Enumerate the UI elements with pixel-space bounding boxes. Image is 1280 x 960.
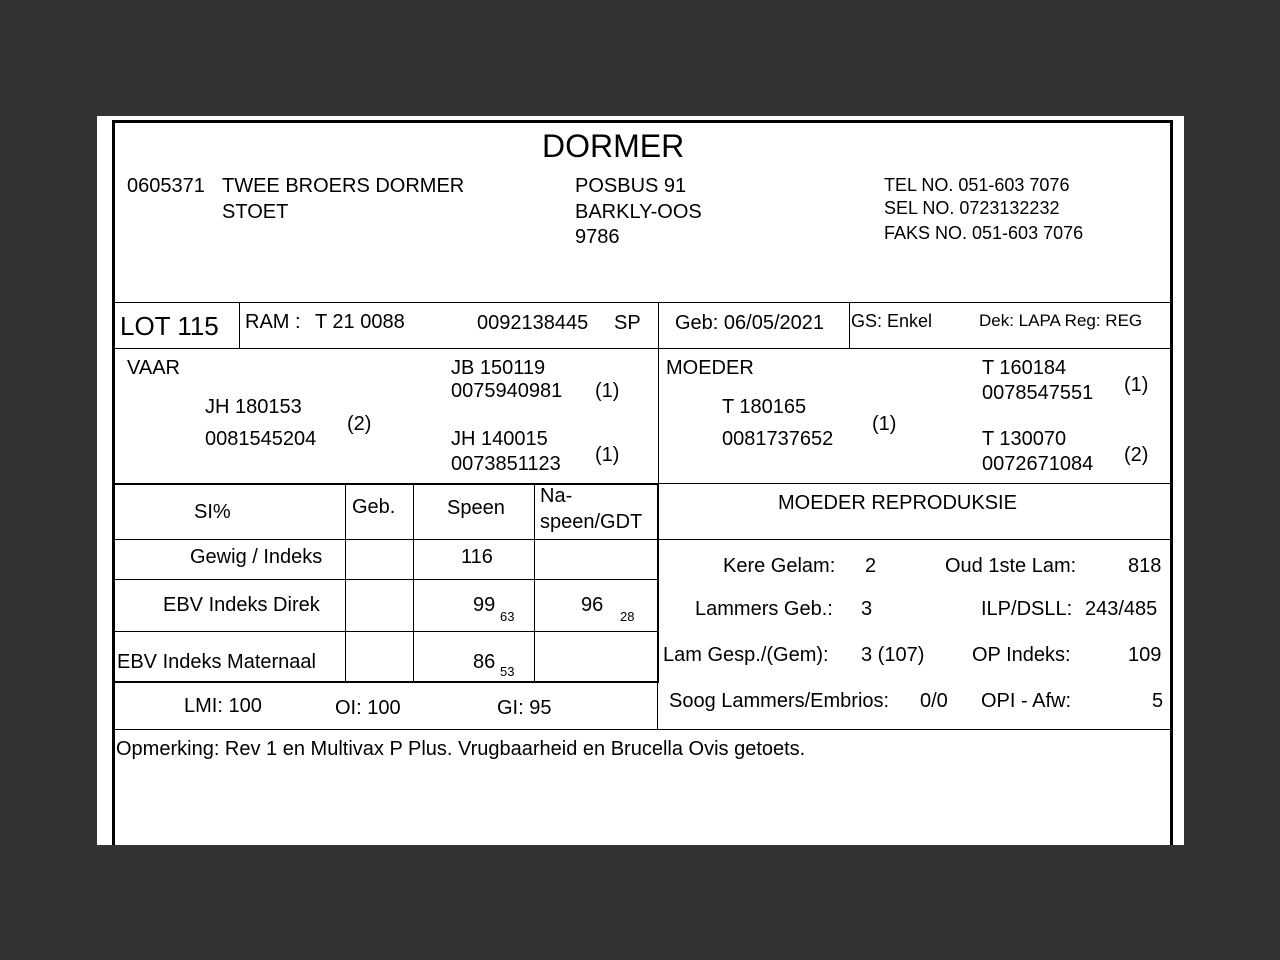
sire-number: 0081545204	[205, 428, 317, 450]
lot-number: LOT 115	[120, 311, 219, 341]
remark: Opmerking: Rev 1 en Multivax P Plus. Vrugbaarheid en Brucella Ovis getoets.	[116, 738, 806, 760]
naspeen-value: 96	[581, 594, 604, 616]
breed-title: DORMER	[542, 128, 685, 164]
sire-count: (2)	[347, 413, 372, 435]
row-label: EBV Indeks Direk	[163, 594, 320, 616]
divider	[345, 483, 346, 681]
divider	[659, 483, 1171, 484]
dek-registration: Dek: LAPA Reg: REG	[979, 311, 1143, 330]
divider	[114, 483, 659, 485]
address-line1: POSBUS 91	[575, 175, 687, 197]
divider	[114, 302, 1171, 303]
divider	[114, 681, 659, 683]
speen-value: 99	[473, 594, 496, 616]
divider	[657, 483, 659, 683]
op-label: OP Indeks:	[972, 644, 1071, 666]
divider	[413, 483, 414, 681]
divider	[658, 302, 659, 483]
divider	[114, 348, 1171, 349]
speen-value: 86	[473, 651, 496, 673]
dam-number: 0081737652	[722, 428, 834, 450]
sire-sire-id: JB 150119	[451, 357, 546, 379]
dam-sire-number: 0078547551	[982, 382, 1094, 404]
birth-date: Geb: 06/05/2021	[675, 312, 825, 334]
kere-label: Kere Gelam:	[723, 555, 836, 577]
ram-label: RAM :	[245, 311, 301, 333]
soog-label: Soog Lammers/Embrios:	[669, 690, 890, 712]
speen-value: 116	[461, 546, 493, 568]
lammers-value: 3	[861, 598, 873, 620]
sire-sire-count: (1)	[595, 380, 620, 402]
sire-id: JH 180153	[205, 396, 302, 418]
cell-number: SEL NO. 0723132232	[884, 198, 1060, 218]
divider	[114, 729, 1171, 730]
header-si: SI%	[194, 501, 231, 523]
divider	[659, 539, 1171, 540]
dam-dam-number: 0072671084	[982, 453, 1094, 475]
header-naspeen: speen/GDT	[540, 511, 643, 533]
gi-index: GI: 95	[497, 697, 552, 719]
frame-top	[112, 120, 1173, 123]
reproduction-title: MOEDER REPRODUKSIE	[778, 492, 1017, 514]
gesp-label: Lam Gesp./(Gem):	[663, 644, 829, 666]
lammers-label: Lammers Geb.:	[695, 598, 833, 620]
address-line3: 9786	[575, 226, 620, 248]
dam-dam-count: (2)	[1124, 444, 1149, 466]
header-geb: Geb.	[352, 496, 396, 518]
lmi-index: LMI: 100	[184, 695, 262, 717]
dam-label: MOEDER	[666, 357, 754, 379]
opi-value: 5	[1152, 690, 1164, 712]
kere-value: 2	[865, 555, 877, 577]
registration-number: 0092138445	[477, 312, 589, 334]
address-line2: BARKLY-OOS	[575, 201, 702, 223]
tel-number: TEL NO. 051-603 7076	[884, 175, 1070, 195]
dam-id: T 180165	[722, 396, 807, 418]
divider	[239, 302, 240, 348]
speen-accuracy: 53	[500, 664, 515, 679]
soog-value: 0/0	[920, 690, 948, 712]
divider	[657, 681, 658, 729]
cropped-text-fragments	[157, 842, 1137, 845]
stud-name-line2: STOET	[222, 201, 289, 223]
divider	[114, 539, 659, 540]
ilp-label: ILP/DSLL:	[981, 598, 1073, 620]
dam-sire-count: (1)	[1124, 374, 1149, 396]
grade: SP	[614, 312, 641, 334]
divider	[534, 483, 535, 681]
divider	[849, 302, 850, 348]
gesp-value: 3 (107)	[861, 644, 925, 666]
divider	[114, 631, 659, 632]
sire-sire-number: 0075940981	[451, 380, 563, 402]
speen-accuracy: 63	[500, 609, 515, 624]
dam-sire-id: T 160184	[982, 357, 1067, 379]
header-speen: Speen	[447, 497, 505, 519]
catalogue-card	[97, 116, 1184, 845]
row-label: EBV Indeks Maternaal	[117, 651, 316, 673]
row-label: Gewig / Indeks	[190, 546, 323, 568]
oud-label: Oud 1ste Lam:	[945, 555, 1077, 577]
dam-count: (1)	[872, 413, 897, 435]
op-value: 109	[1128, 644, 1162, 666]
oud-value: 818	[1128, 555, 1162, 577]
ram-id: T 21 0088	[315, 311, 405, 333]
member-number: 0605371	[127, 175, 205, 197]
birth-status: GS: Enkel	[851, 311, 933, 331]
naspeen-accuracy: 28	[620, 609, 635, 624]
stud-name-line1: TWEE BROERS DORMER	[222, 175, 465, 197]
ilp-value: 243/485	[1085, 598, 1158, 620]
oi-index: OI: 100	[335, 697, 401, 719]
divider	[114, 579, 659, 580]
dam-dam-id: T 130070	[982, 428, 1067, 450]
opi-label: OPI - Afw:	[981, 690, 1072, 712]
sire-dam-id: JH 140015	[451, 428, 548, 450]
sire-dam-count: (1)	[595, 444, 620, 466]
sire-dam-number: 0073851123	[451, 453, 561, 475]
header-na: Na-	[540, 485, 573, 507]
sire-label: VAAR	[127, 357, 180, 379]
fax-number: FAKS NO. 051-603 7076	[884, 223, 1084, 243]
